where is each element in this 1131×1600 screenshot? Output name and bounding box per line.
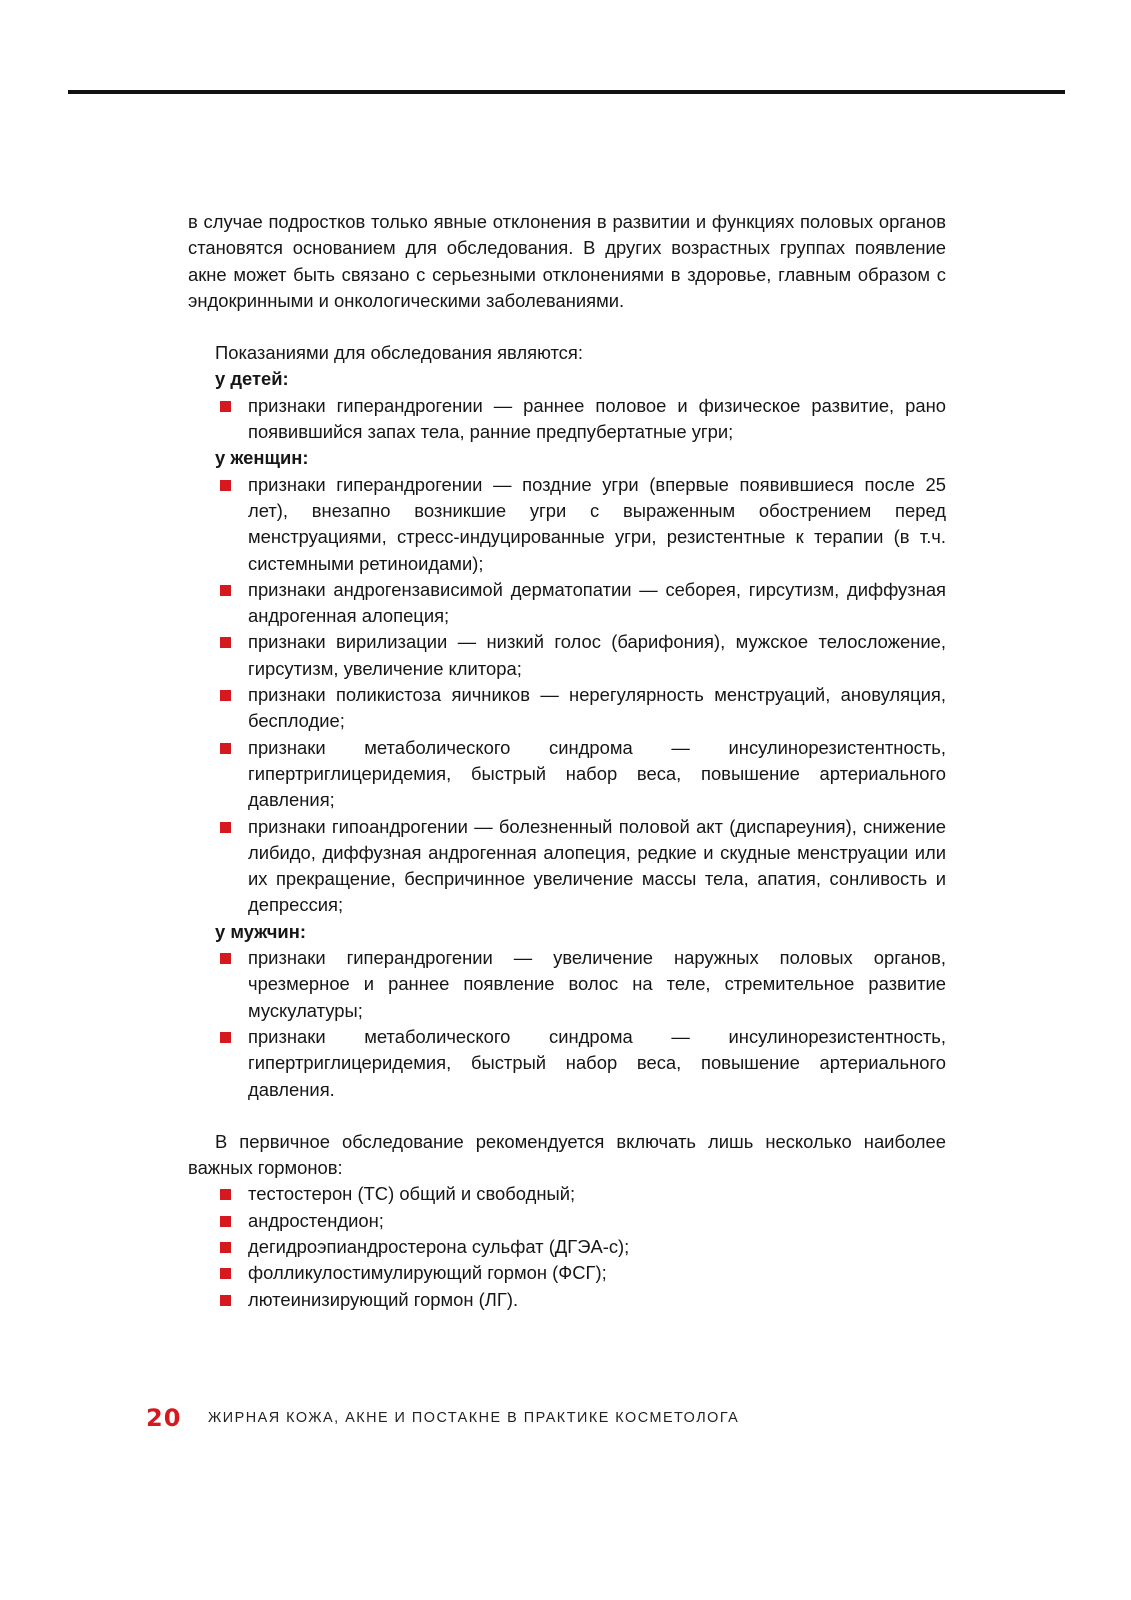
list-item-text: признаки гиперандрогении — поздние угри (впервые появившиеся после 25 лет), внезапно возникшие угри с выраженным обострением перед менструациями, стресс-индуцированные угри, резистентные к терапии (в т.ч. системными ретиноидами); bbox=[248, 473, 946, 574]
list-item-text: признаки вирилизации — низкий голос (барифония), мужское телосложение, гирсутизм, увеличение клитора; bbox=[248, 631, 946, 679]
running-title: ЖИРНАЯ КОЖА, АКНЕ И ПОСТАКНЕ В ПРАКТИКЕ КОСМЕТОЛОГА bbox=[208, 1410, 740, 1426]
page-footer bbox=[146, 1403, 739, 1433]
list-item-text: андростендион; bbox=[248, 1209, 384, 1231]
women-label: у женщин: bbox=[215, 447, 309, 469]
primary-exam-lead: В первичное обследование рекомендуется включать лишь несколько наиболее важных гормонов: bbox=[188, 1130, 946, 1179]
list-item-text: лютеинизирующий гормон (ЛГ). bbox=[248, 1288, 519, 1310]
list-item bbox=[188, 1024, 946, 1103]
list-item-text: признаки поликистоза яичников — нерегулярность менструаций, ановуляция, бесплодие; bbox=[248, 684, 946, 732]
page-body bbox=[188, 209, 946, 1313]
page-number: 20 bbox=[146, 1404, 182, 1432]
red-square-bullet-icon bbox=[220, 1268, 231, 1279]
red-square-bullet-icon bbox=[220, 1189, 231, 1200]
list-item bbox=[188, 393, 946, 446]
children-label: у детей: bbox=[215, 368, 289, 390]
list-item bbox=[188, 1234, 946, 1260]
paragraph-gap bbox=[188, 314, 946, 340]
children-list bbox=[188, 393, 946, 446]
red-square-bullet-icon bbox=[220, 637, 231, 648]
list-item bbox=[188, 1208, 946, 1234]
list-item bbox=[188, 629, 946, 682]
list-item-text: тестостерон (ТС) общий и свободный; bbox=[248, 1183, 576, 1205]
list-item bbox=[188, 735, 946, 814]
red-square-bullet-icon bbox=[220, 690, 231, 701]
indications-lead: Показаниями для обследования являются: bbox=[215, 342, 583, 364]
red-square-bullet-icon bbox=[220, 822, 231, 833]
list-item bbox=[188, 1181, 946, 1207]
list-item-text: признаки метаболического синдрома — инсулинорезистентность, гипертриглицеридемия, быстрый набор веса, повышение артериального давления. bbox=[248, 1025, 946, 1100]
list-item bbox=[188, 472, 946, 577]
hormone-list bbox=[188, 1181, 946, 1312]
red-square-bullet-icon bbox=[220, 585, 231, 596]
red-square-bullet-icon bbox=[220, 1032, 231, 1043]
list-item-text: дегидроэпиандростерона сульфат (ДГЭА-с); bbox=[248, 1235, 630, 1257]
list-item-text: признаки гипоандрогении — болезненный половой акт (диспареуния), снижение либидо, диффузная андрогенная алопеция, редкие и скудные менструации или их прекращение, беспричинное увеличение массы тела, апатия, сонливость и депрессия; bbox=[248, 815, 946, 916]
red-square-bullet-icon bbox=[220, 401, 231, 412]
red-square-bullet-icon bbox=[220, 1216, 231, 1227]
women-list bbox=[188, 472, 946, 919]
intro-paragraph: в случае подростков только явные отклонения в развитии и функциях половых органов становятся основанием для обследования. В других возрастных группах появление акне может быть связано с серьезными отклонениями в здоровье, главным образом с эндокринными и онкологическими заболеваниями. bbox=[188, 211, 946, 311]
red-square-bullet-icon bbox=[220, 953, 231, 964]
list-item-text: признаки гиперандрогении — раннее половое и физическое развитие, рано появившийся запах тела, ранние предпубертатные угри; bbox=[248, 394, 946, 443]
red-square-bullet-icon bbox=[220, 1242, 231, 1253]
list-item-text: фолликулостимулирующий гормон (ФСГ); bbox=[248, 1262, 607, 1284]
list-item bbox=[188, 682, 946, 735]
red-square-bullet-icon bbox=[220, 743, 231, 754]
list-item-text: признаки гиперандрогении — увеличение наружных половых органов, чрезмерное и раннее появление волос на теле, стремительное развитие мускулатуры; bbox=[248, 947, 946, 1021]
red-square-bullet-icon bbox=[220, 1295, 231, 1306]
list-item-text: признаки метаболического синдрома — инсулинорезистентность, гипертриглицеридемия, быстрый набор веса, повышение артериального давления; bbox=[248, 736, 946, 811]
men-label: у мужчин: bbox=[215, 920, 306, 942]
red-square-bullet-icon bbox=[220, 480, 231, 491]
list-item bbox=[188, 1260, 946, 1286]
paragraph-gap bbox=[188, 1103, 946, 1129]
list-item bbox=[188, 814, 946, 919]
list-item bbox=[188, 1287, 946, 1313]
men-list bbox=[188, 945, 946, 1103]
list-item bbox=[188, 577, 946, 630]
list-item bbox=[188, 945, 946, 1024]
header-rule bbox=[68, 90, 1065, 94]
list-item-text: признаки андрогензависимой дерматопатии — себорея, гирсутизм, диффузная андрогенная алопеция; bbox=[248, 578, 946, 627]
